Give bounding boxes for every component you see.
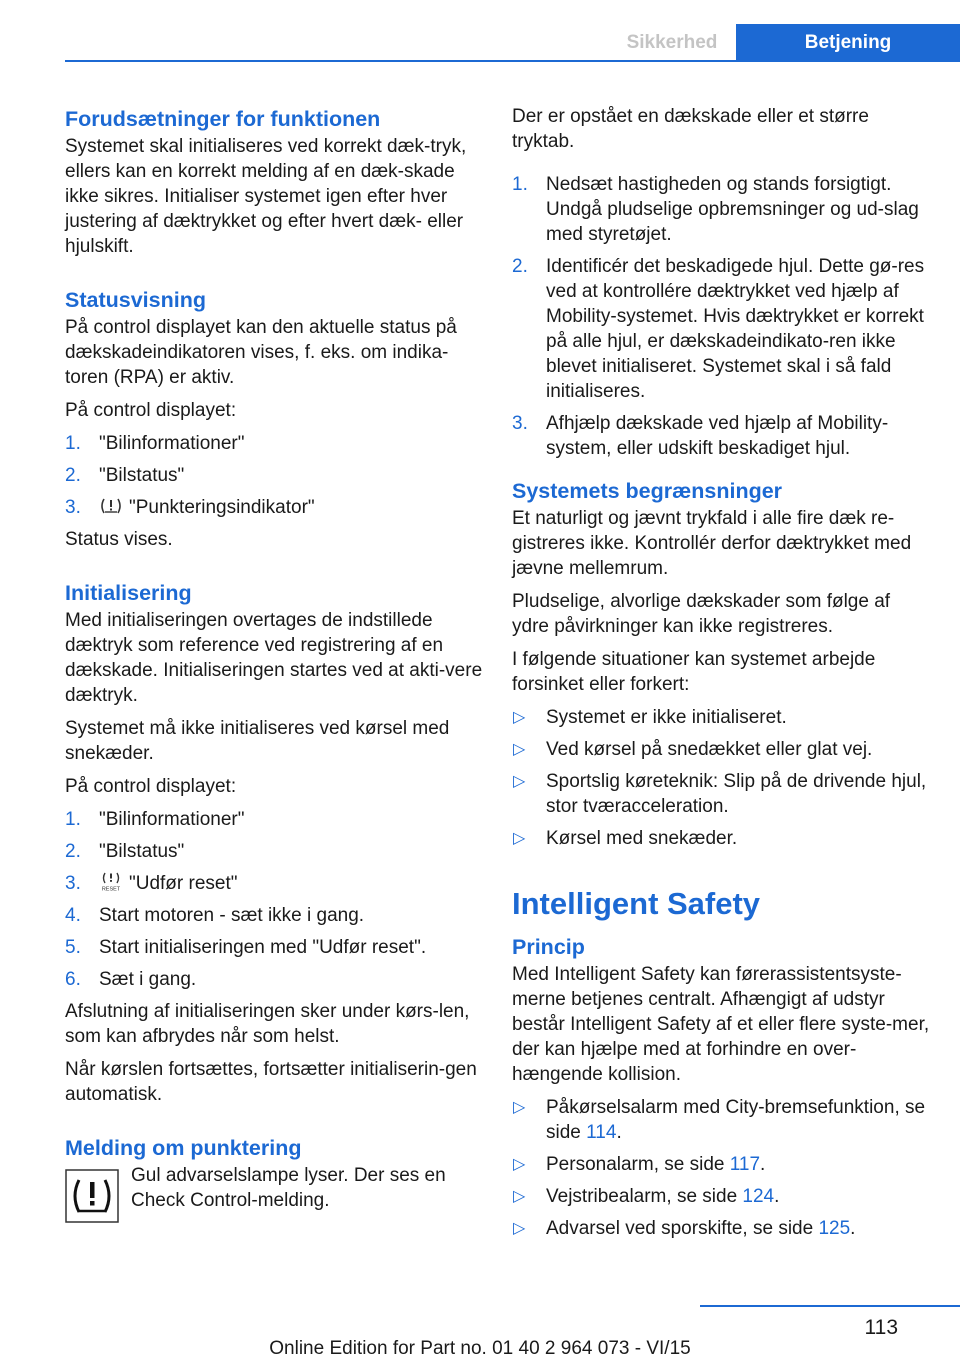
bullet-triangle-icon: ▷: [513, 773, 526, 790]
paragraph: Et naturligt og jævnt trykfald i alle fire dæk re-gistreres ikke. Kontrollér derfor dæktrykket med jævne mellemrum.: [512, 508, 912, 579]
list-item: [512, 1095, 932, 1145]
list-item: [65, 935, 485, 960]
bullet-triangle-icon: ▷: [513, 741, 526, 758]
bullet-triangle-icon: ▷: [513, 1099, 526, 1116]
footer-rule: [700, 1305, 960, 1307]
paragraph: Systemet må ikke initialiseres ved kørsel med snekæder.: [65, 718, 450, 764]
list-item: [512, 172, 932, 247]
list-suffix: .: [760, 1154, 766, 1175]
tire-reset-icon: [99, 872, 123, 892]
list-text: Systemet er ikke initialiseret.: [546, 707, 787, 728]
list-suffix: .: [774, 1186, 780, 1207]
warning-text: Gul advarselslampe lyser. Der ses en Check Control-melding.: [131, 1165, 446, 1211]
list-text: Personalarm, se side: [546, 1154, 730, 1175]
edition-footer: Online Edition for Part no. 01 40 2 964 073 - VI/15: [269, 1338, 691, 1359]
list-text: Ved kørsel på snedækket eller glat vej.: [546, 739, 873, 760]
section-title-intelligent-safety: Intelligent Safety: [512, 886, 761, 921]
tab-betjening[interactable]: Betjening: [736, 24, 960, 62]
paragraph: Pludselige, alvorlige dækskader som følge af ydre påvirkninger kan ikke registreres.: [512, 591, 891, 637]
list-number: 2.: [65, 841, 81, 862]
list-text: "Bilinformationer": [99, 433, 245, 454]
list-item: [512, 254, 932, 404]
list-number: 5.: [65, 937, 81, 958]
right-column: [512, 104, 932, 1248]
tire-warning-lamp-icon: [65, 1169, 119, 1223]
list-text: Sæt i gang.: [99, 969, 197, 990]
page-link-124[interactable]: 124: [742, 1186, 775, 1207]
bullet-triangle-icon: ▷: [513, 1188, 526, 1205]
list-item: [65, 495, 485, 520]
heading-initialisering: Initialisering: [65, 581, 192, 605]
list-text: Påkørselsalarm med City-bremsefunktion, se side: [546, 1097, 926, 1143]
list-text: Nedsæt hastigheden og stands forsigtigt. Undgå pludselige opbremsninger og ud-slag med styretøjet.: [546, 174, 919, 245]
paragraph: På control displayet:: [65, 400, 237, 421]
page-link-117[interactable]: 117: [729, 1154, 761, 1175]
list-text: "Udfør reset": [129, 873, 238, 894]
list-number: 3.: [65, 873, 81, 894]
list-number: 6.: [65, 969, 81, 990]
list-number: 4.: [65, 905, 81, 926]
list-item: [512, 411, 932, 461]
paragraph: Status vises.: [65, 529, 173, 550]
list-text: Advarsel ved sporskifte, se side: [546, 1218, 819, 1239]
list-number: 2.: [65, 465, 81, 486]
left-column: [65, 104, 485, 1221]
page-link-114[interactable]: 114: [586, 1122, 617, 1143]
heading-forudsaetninger: Forudsætninger for funktionen: [65, 107, 381, 131]
paragraph: På control displayet kan den aktuelle status på dækskadeindikatoren vises, f. eks. om indika-toren (RPA) er aktiv.: [65, 317, 457, 388]
heading-systemets-begraensninger: Systemets begrænsninger: [512, 479, 783, 503]
list-text: Identificér det beskadigede hjul. Dette gø-res ved at kontrollére dæktrykket ved hjælp af Mobility-systemet. Hvis dæktrykket er korrekt på alle hjul, er dækskadeindikato-ren ikke blevet initialiseret. Systemet skal i så fald initialiseres.: [546, 256, 925, 402]
tire-pressure-icon: [99, 496, 123, 516]
list-text: "Punkteringsindikator": [129, 497, 315, 518]
paragraph: På control displayet:: [65, 776, 237, 797]
list-text: Sportslig køreteknik: Slip på de drivende hjul, stor tværacceleration.: [546, 771, 927, 817]
bullet-triangle-icon: ▷: [513, 709, 526, 726]
list-item: [65, 807, 485, 832]
list-text: Afhjælp dækskade ved hjælp af Mobility-system, eller udskift beskadiget hjul.: [546, 413, 889, 459]
paragraph: Der er opstået en dækskade eller et større tryktab.: [512, 106, 869, 152]
page-link-125[interactable]: 125: [818, 1218, 851, 1239]
list-item: [512, 737, 932, 762]
bullet-triangle-icon: ▷: [513, 830, 526, 847]
list-item: [65, 431, 485, 456]
list-text: Kørsel med snekæder.: [546, 828, 738, 849]
list-item: [512, 1184, 932, 1209]
list-item: [512, 1152, 932, 1177]
limitations-list: [512, 705, 932, 851]
list-item: [65, 463, 485, 488]
paragraph: Med initialiseringen overtages de indstillede dæktryk som reference ved registrering af en dækskade. Initialiseringen startes ved at akti-vere dæktryk.: [65, 610, 483, 706]
list-number: 2.: [512, 256, 528, 277]
list-item: [512, 826, 932, 851]
list-number: 1.: [65, 433, 81, 454]
status-steps-list: [65, 431, 485, 520]
paragraph: Med Intelligent Safety kan førerassistentsyste-merne betjenes centralt. Afhængigt af udstyr består Intelligent Safety af et eller flere syste-mer, der kan hjælpe med at forhindre en over-hængende kollision.: [512, 964, 930, 1085]
list-text: "Bilinformationer": [99, 809, 245, 830]
list-text: "Bilstatus": [99, 465, 185, 486]
heading-melding-om-punktering: Melding om punktering: [65, 1136, 302, 1160]
heading-princip: Princip: [512, 935, 585, 959]
paragraph: Systemet skal initialiseres ved korrekt dæk-tryk, ellers kan en korrekt melding af en dæk-skade ikke sikres. Initialiser systemet igen efter hver justering af dæktrykket og efter hvert dæk- eller hjulskift.: [65, 136, 467, 257]
list-text: Start initialiseringen med "Udfør reset".: [99, 937, 427, 958]
page-number: 113: [864, 1316, 898, 1339]
list-item: [512, 1216, 932, 1241]
paragraph: I følgende situationer kan systemet arbejde forsinket eller forkert:: [512, 649, 876, 695]
list-number: 3.: [65, 497, 81, 518]
list-item: [65, 903, 485, 928]
reset-icon-label: RESET: [101, 886, 121, 892]
list-item: [512, 769, 932, 819]
initialization-steps-list: [65, 807, 485, 992]
list-item: [65, 839, 485, 864]
flat-tire-steps-list: [512, 172, 932, 461]
list-item: [512, 705, 932, 730]
list-item: [65, 967, 485, 992]
paragraph: Afslutning af initialiseringen sker under kørs-len, som kan afbrydes når som helst.: [65, 1001, 470, 1047]
list-text: Start motoren - sæt ikke i gang.: [99, 905, 365, 926]
list-text: Vejstribealarm, se side: [546, 1186, 743, 1207]
warning-lamp-row: [65, 1163, 485, 1221]
list-number: 1.: [65, 809, 81, 830]
list-number: 1.: [512, 174, 528, 195]
tab-sikkerhed[interactable]: Sikkerhed: [626, 32, 718, 53]
intelligent-safety-list: [512, 1095, 932, 1241]
bullet-triangle-icon: ▷: [513, 1156, 526, 1173]
paragraph: Når kørslen fortsættes, fortsætter initialiserin-gen automatisk.: [65, 1059, 477, 1105]
list-suffix: .: [616, 1122, 622, 1143]
bullet-triangle-icon: ▷: [513, 1220, 526, 1237]
list-suffix: .: [850, 1218, 856, 1239]
list-item: [65, 871, 485, 896]
list-number: 3.: [512, 413, 528, 434]
heading-statusvisning: Statusvisning: [65, 288, 206, 312]
list-text: "Bilstatus": [99, 841, 185, 862]
